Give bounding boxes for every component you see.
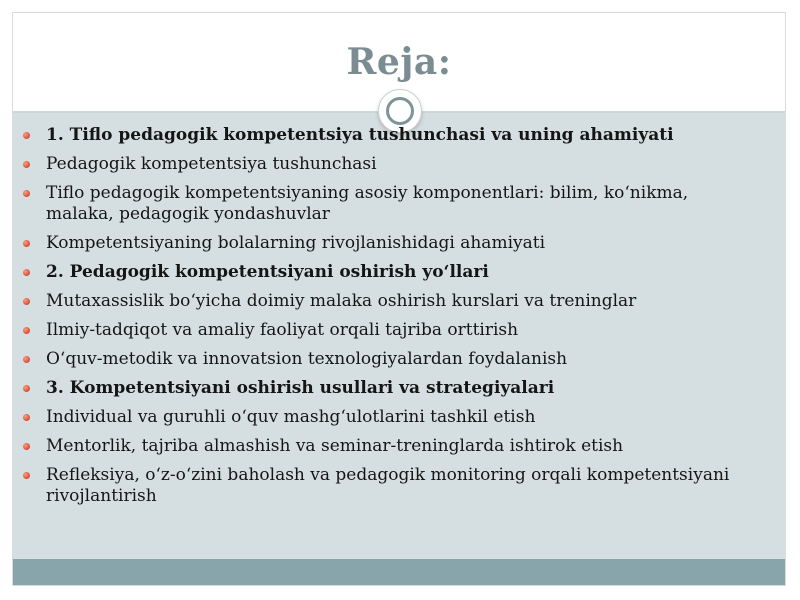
bullet-dot-icon xyxy=(23,132,30,139)
footer-bar xyxy=(13,559,785,586)
bullet-item xyxy=(20,154,750,175)
bullet-text: Oʻquv-metodik va innovatsion texnologiyalardan foydalanish xyxy=(46,349,568,369)
bullet-item xyxy=(20,436,750,457)
bullet-item xyxy=(20,465,750,507)
bullet-dot-icon xyxy=(23,414,30,421)
bullet-text: 2. Pedagogik kompetentsiyani oshirish yoʻllari xyxy=(46,262,489,282)
bullet-dot-icon xyxy=(23,385,30,392)
bullet-dot-icon xyxy=(23,190,30,197)
bullet-text: Mutaxassislik boʻyicha doimiy malaka oshirish kurslari va treninglar xyxy=(46,291,637,311)
bullet-item xyxy=(20,407,750,428)
bullet-item xyxy=(20,183,750,225)
bullet-text: Ilmiy-tadqiqot va amaliy faoliyat orqali tajriba orttirish xyxy=(46,320,519,340)
bullet-dot-icon xyxy=(23,161,30,168)
bullet-item xyxy=(20,320,750,341)
bullet-text: Tiflo pedagogik kompetentsiyaning asosiy komponentlari: bilim, koʻnikma, malaka, pedagogik yondashuvlar xyxy=(46,183,689,224)
bullet-dot-icon xyxy=(23,472,30,479)
bullet-list xyxy=(20,125,750,515)
bullet-item xyxy=(20,262,750,283)
bullet-dot-icon xyxy=(23,240,30,247)
bullet-item xyxy=(20,125,750,146)
bullet-text: 1. Tiflo pedagogik kompetentsiya tushunchasi va uning ahamiyati xyxy=(46,125,674,145)
bullet-item xyxy=(20,378,750,399)
circle-ring xyxy=(386,97,414,125)
bullet-text: 3. Kompetentsiyani oshirish usullari va strategiyalari xyxy=(46,378,555,398)
bullet-dot-icon xyxy=(23,443,30,450)
bullet-text: Mentorlik, tajriba almashish va seminar-treninglarda ishtirok etish xyxy=(46,436,624,456)
bullet-item xyxy=(20,233,750,254)
bullet-dot-icon xyxy=(23,298,30,305)
bullet-text: Individual va guruhli oʻquv mashgʻulotlarini tashkil etish xyxy=(46,407,536,427)
bullet-dot-icon xyxy=(23,269,30,276)
bullet-dot-icon xyxy=(23,356,30,363)
bullet-text: Kompetentsiyaning bolalarning rivojlanishidagi ahamiyati xyxy=(46,233,546,253)
bullet-item xyxy=(20,349,750,370)
bullet-dot-icon xyxy=(23,327,30,334)
slide-title: Reja: xyxy=(346,41,452,83)
bullet-text: Pedagogik kompetentsiya tushunchasi xyxy=(46,154,377,174)
bullet-text: Refleksiya, oʻz-oʻzini baholash va pedagogik monitoring orqali kompetentsiyani rivojlantirish xyxy=(46,465,730,506)
bullet-item xyxy=(20,291,750,312)
